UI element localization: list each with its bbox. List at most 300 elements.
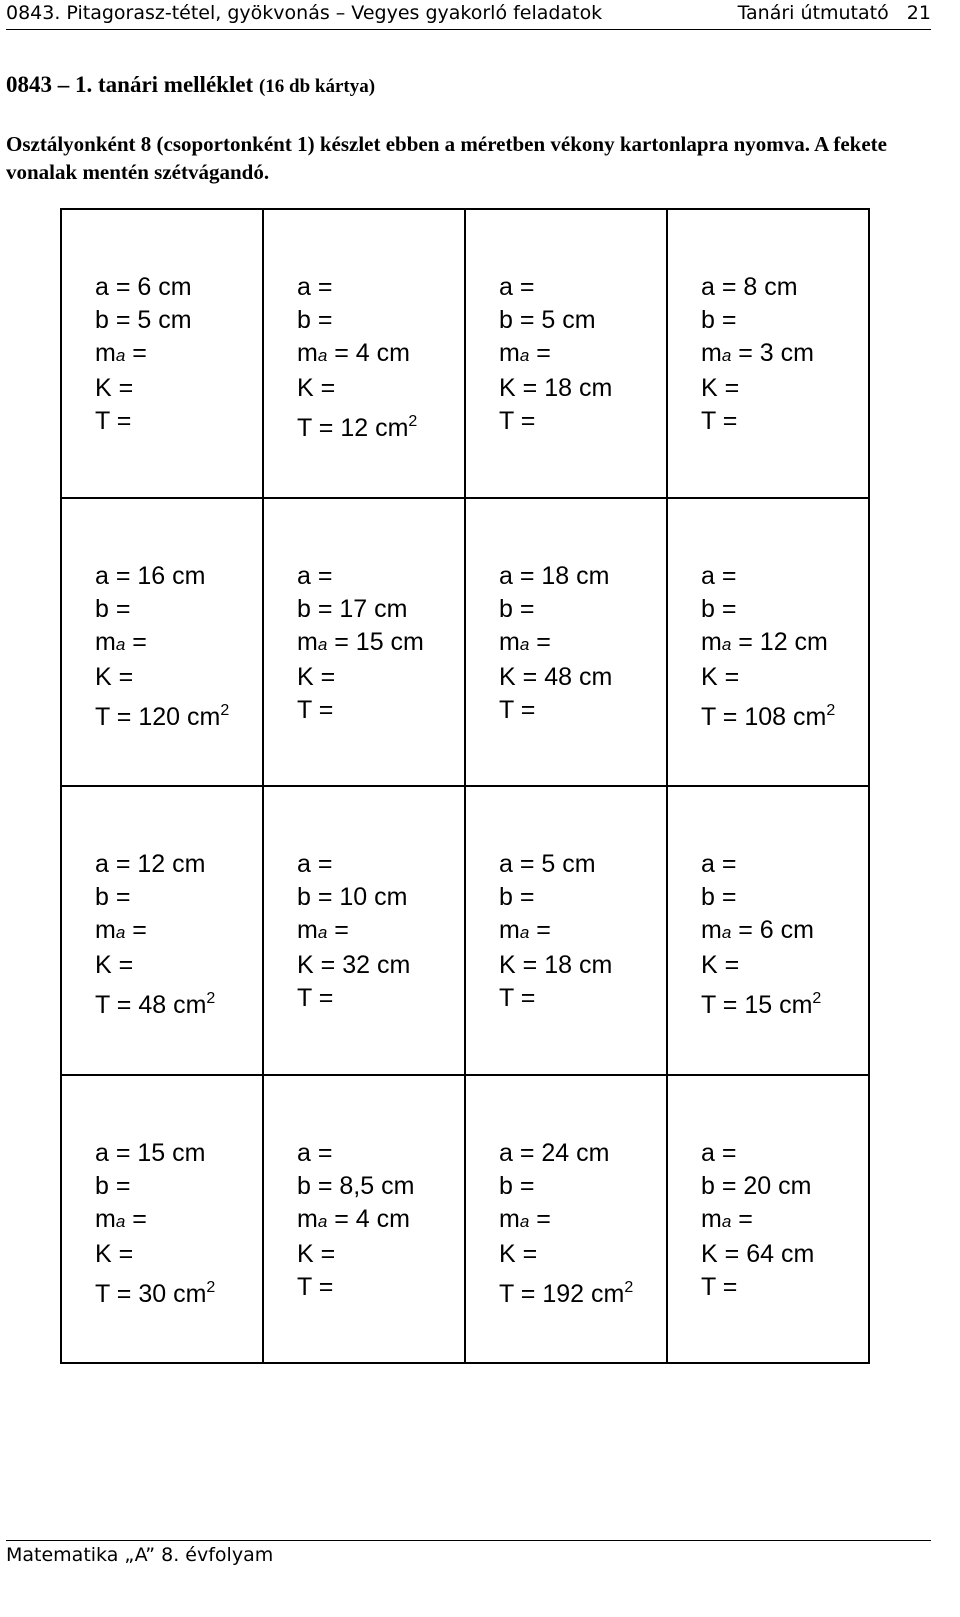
- card-line-b: [297, 881, 464, 914]
- equals-sign: =: [515, 951, 545, 979]
- card-line-b: [701, 1170, 868, 1203]
- equals-sign: =: [731, 627, 760, 656]
- card-line-ma: [297, 1203, 464, 1238]
- card-line-ma: [297, 626, 464, 661]
- variable-label: b: [95, 883, 109, 911]
- equals-sign: =: [717, 662, 747, 691]
- card-line-K: [499, 949, 666, 982]
- equals-sign: =: [108, 561, 138, 590]
- card-value: 108 cm: [744, 702, 827, 731]
- equals-sign: =: [714, 850, 744, 878]
- card-line-b: [297, 1170, 464, 1203]
- card-line-b: [701, 881, 868, 914]
- card-line-T: [701, 405, 868, 438]
- variable-label: K: [95, 951, 112, 979]
- card-line-T: [297, 694, 464, 727]
- equals-sign: =: [715, 1272, 745, 1301]
- card-line-T: [297, 1271, 464, 1304]
- card-line-K: [95, 1238, 262, 1271]
- card: [466, 499, 668, 788]
- card-value: 12 cm: [340, 414, 409, 442]
- equals-sign: =: [715, 407, 745, 435]
- equals-sign: =: [512, 883, 542, 911]
- variable-label: a: [499, 850, 513, 878]
- equals-sign: =: [108, 1138, 138, 1167]
- card-line-a: [297, 560, 464, 593]
- card-line-a: [297, 271, 464, 304]
- card: [466, 1076, 668, 1365]
- variable-label: b: [297, 594, 311, 623]
- card-value: 3 cm: [759, 339, 814, 367]
- card-line-ma: [297, 337, 464, 372]
- equals-sign: =: [111, 374, 141, 402]
- equals-sign: =: [111, 951, 141, 979]
- square-superscript: 2: [812, 990, 822, 1007]
- equals-sign: =: [714, 1138, 744, 1167]
- equals-sign: =: [313, 662, 343, 691]
- card-line-K: [297, 661, 464, 694]
- equals-sign: =: [108, 273, 138, 301]
- card-value: 64 cm: [746, 1239, 815, 1268]
- square-superscript: 2: [408, 413, 418, 430]
- card: [466, 210, 668, 499]
- card-value: 5 cm: [541, 850, 596, 878]
- variable-label: m: [701, 1204, 722, 1233]
- variable-subscript: a: [115, 923, 126, 942]
- equals-sign: =: [311, 695, 341, 724]
- variable-label: K: [297, 1239, 314, 1268]
- card-value: 48 cm: [544, 662, 613, 691]
- equals-sign: =: [512, 594, 542, 623]
- card: [264, 787, 466, 1076]
- variable-label: b: [499, 883, 513, 911]
- equals-sign: =: [515, 662, 545, 691]
- card-line-b: [95, 593, 262, 626]
- card-line-ma: [297, 914, 464, 949]
- card: [466, 787, 668, 1076]
- variable-label: T: [95, 991, 110, 1019]
- square-superscript: 2: [206, 1278, 216, 1296]
- card-line-a: [701, 1137, 868, 1170]
- equals-sign: =: [313, 951, 343, 979]
- variable-label: a: [499, 561, 513, 590]
- variable-label: K: [95, 374, 112, 402]
- card-line-K: [499, 372, 666, 405]
- equals-sign: =: [512, 561, 542, 590]
- equals-sign: =: [108, 594, 138, 623]
- equals-sign: =: [310, 561, 340, 590]
- variable-label: b: [95, 1171, 109, 1200]
- card-value: 4 cm: [355, 339, 410, 367]
- equals-sign: =: [310, 850, 340, 878]
- card-line-ma: [499, 1203, 666, 1238]
- card-line-a: [297, 1137, 464, 1170]
- card: [62, 210, 264, 499]
- variable-subscript: a: [721, 1211, 732, 1231]
- variable-label: b: [297, 1171, 311, 1200]
- equals-sign: =: [108, 1171, 138, 1200]
- card: [264, 210, 466, 499]
- card: [62, 499, 264, 788]
- card-value: 18 cm: [544, 374, 613, 402]
- card-line-ma: [701, 626, 868, 661]
- card-line-b: [297, 304, 464, 337]
- equals-sign: =: [311, 1272, 341, 1301]
- variable-label: K: [499, 374, 516, 402]
- card-line-a: [701, 848, 868, 881]
- card-line-a: [499, 560, 666, 593]
- variable-label: a: [499, 1138, 513, 1167]
- variable-subscript: a: [115, 346, 126, 365]
- header-page-info: Tanári útmutató 21: [737, 2, 931, 24]
- equals-sign: =: [731, 339, 760, 367]
- card-line-T: [701, 694, 868, 734]
- variable-label: K: [499, 951, 516, 979]
- equals-sign: =: [529, 339, 558, 367]
- card-value: 12 cm: [759, 627, 828, 656]
- variable-label: a: [701, 273, 715, 301]
- card-line-a: [499, 1137, 666, 1170]
- equals-sign: =: [109, 1279, 139, 1308]
- variable-label: m: [499, 627, 520, 656]
- equals-sign: =: [125, 1204, 154, 1233]
- variable-label: m: [499, 339, 520, 367]
- variable-subscript: a: [721, 346, 732, 365]
- variable-label: b: [701, 594, 715, 623]
- equals-sign: =: [529, 1204, 558, 1233]
- card-line-ma: [95, 626, 262, 661]
- card-line-b: [499, 304, 666, 337]
- card-line-T: [499, 694, 666, 727]
- variable-label: a: [297, 273, 311, 301]
- card-line-b: [701, 304, 868, 337]
- card-line-T: [95, 982, 262, 1022]
- card: [264, 1076, 466, 1365]
- equals-sign: =: [311, 984, 341, 1012]
- equals-sign: =: [310, 594, 340, 623]
- variable-label: T: [499, 1279, 514, 1308]
- card-line-T: [95, 1271, 262, 1311]
- equals-sign: =: [515, 374, 545, 402]
- card-line-K: [499, 661, 666, 694]
- variable-label: b: [499, 594, 513, 623]
- variable-label: m: [701, 916, 722, 944]
- variable-label: a: [701, 561, 715, 590]
- equals-sign: =: [714, 1171, 744, 1200]
- variable-label: a: [95, 1138, 109, 1167]
- card-value: 15 cm: [355, 627, 424, 656]
- card-value: 15 cm: [744, 991, 813, 1019]
- variable-label: b: [297, 883, 311, 911]
- equals-sign: =: [108, 850, 138, 878]
- variable-label: T: [499, 695, 514, 724]
- card-value: 18 cm: [541, 561, 610, 590]
- title-count: (16 db kártya): [258, 76, 376, 97]
- card-value: 30 cm: [138, 1279, 207, 1308]
- header-title: 0843. Pitagorasz-tétel, gyökvonás – Vegyes gyakorló feladatok: [6, 2, 603, 24]
- variable-subscript: a: [721, 634, 732, 654]
- card: [62, 787, 264, 1076]
- card-value: 18 cm: [544, 951, 613, 979]
- equals-sign: =: [125, 627, 154, 656]
- card-line-b: [95, 1170, 262, 1203]
- variable-subscript: a: [519, 346, 530, 365]
- card-line-ma: [701, 337, 868, 372]
- variable-subscript: a: [115, 1211, 126, 1231]
- equals-sign: =: [717, 951, 747, 979]
- variable-label: T: [95, 407, 110, 435]
- card: [668, 210, 870, 499]
- equals-sign: =: [109, 407, 139, 435]
- variable-label: K: [297, 951, 314, 979]
- card-line-T: [499, 982, 666, 1015]
- card-line-K: [297, 1238, 464, 1271]
- card-line-ma: [95, 337, 262, 372]
- variable-label: T: [499, 407, 514, 435]
- variable-subscript: a: [317, 1211, 328, 1231]
- variable-label: m: [95, 339, 116, 367]
- variable-label: m: [701, 339, 722, 367]
- card-value: 24 cm: [541, 1138, 610, 1167]
- card-line-a: [499, 848, 666, 881]
- variable-label: a: [95, 273, 109, 301]
- card-value: 4 cm: [355, 1204, 410, 1233]
- equals-sign: =: [714, 273, 744, 301]
- variable-subscript: a: [115, 634, 126, 654]
- card-value: 8,5 cm: [339, 1171, 415, 1200]
- variable-label: T: [95, 702, 110, 731]
- card-value: 48 cm: [138, 991, 207, 1019]
- equals-sign: =: [111, 1239, 141, 1268]
- equals-sign: =: [512, 850, 542, 878]
- variable-label: b: [297, 306, 311, 334]
- equals-sign: =: [529, 627, 558, 656]
- card-line-a: [95, 1137, 262, 1170]
- variable-label: a: [297, 850, 311, 878]
- equals-sign: =: [125, 916, 154, 944]
- card-line-T: [95, 694, 262, 734]
- equals-sign: =: [512, 1171, 542, 1200]
- page-header: [6, 0, 931, 30]
- variable-label: K: [701, 1239, 718, 1268]
- card-line-a: [499, 271, 666, 304]
- equals-sign: =: [731, 916, 760, 944]
- square-superscript: 2: [624, 1278, 634, 1296]
- card-value: 6 cm: [137, 273, 192, 301]
- equals-sign: =: [109, 702, 139, 731]
- square-superscript: 2: [826, 701, 836, 719]
- card: [668, 499, 870, 788]
- card-value: 17 cm: [339, 594, 408, 623]
- page-footer: Matematika „A” 8. évfolyam: [6, 1540, 931, 1566]
- card-line-T: [499, 1271, 666, 1311]
- variable-label: m: [701, 627, 722, 656]
- card-line-a: [95, 271, 262, 304]
- variable-label: m: [499, 1204, 520, 1233]
- equals-sign: =: [513, 984, 543, 1012]
- square-superscript: 2: [206, 990, 216, 1007]
- card-line-b: [499, 881, 666, 914]
- card: [668, 787, 870, 1076]
- equals-sign: =: [715, 702, 745, 731]
- variable-label: a: [701, 1138, 715, 1167]
- variable-label: K: [499, 662, 516, 691]
- equals-sign: =: [327, 627, 356, 656]
- variable-label: b: [701, 306, 715, 334]
- equals-sign: =: [125, 339, 154, 367]
- variable-label: a: [701, 850, 715, 878]
- variable-label: K: [297, 662, 314, 691]
- card-grid: [60, 208, 870, 1364]
- card-line-ma: [499, 626, 666, 661]
- card-line-K: [701, 372, 868, 405]
- equals-sign: =: [714, 306, 744, 334]
- variable-label: T: [701, 702, 716, 731]
- card-value: 120 cm: [138, 702, 221, 731]
- equals-sign: =: [310, 883, 340, 911]
- card-line-a: [701, 271, 868, 304]
- variable-label: T: [297, 1272, 312, 1301]
- equals-sign: =: [310, 1171, 340, 1200]
- card-line-K: [701, 1238, 868, 1271]
- equals-sign: =: [714, 883, 744, 911]
- variable-subscript: a: [317, 923, 328, 942]
- card: [62, 1076, 264, 1365]
- card-value: 32 cm: [342, 951, 411, 979]
- card-line-ma: [499, 337, 666, 372]
- card-line-T: [499, 405, 666, 438]
- card-value: 12 cm: [137, 850, 206, 878]
- variable-subscript: a: [317, 346, 328, 365]
- variable-subscript: a: [519, 634, 530, 654]
- equals-sign: =: [108, 306, 138, 334]
- equals-sign: =: [714, 594, 744, 623]
- equals-sign: =: [313, 1239, 343, 1268]
- card-value: 8 cm: [743, 273, 798, 301]
- variable-label: K: [95, 1239, 112, 1268]
- section-title: [6, 72, 375, 98]
- variable-label: K: [701, 374, 718, 402]
- equals-sign: =: [515, 1239, 545, 1268]
- card-line-a: [95, 560, 262, 593]
- card-line-ma: [701, 1203, 868, 1238]
- card-line-T: [701, 1271, 868, 1304]
- variable-label: b: [701, 883, 715, 911]
- variable-label: a: [95, 561, 109, 590]
- card-line-K: [95, 661, 262, 694]
- card-line-b: [95, 881, 262, 914]
- equals-sign: =: [513, 695, 543, 724]
- card-line-K: [701, 949, 868, 982]
- variable-label: b: [499, 1171, 513, 1200]
- card-value: 5 cm: [137, 306, 192, 334]
- equals-sign: =: [512, 1138, 542, 1167]
- variable-label: K: [297, 374, 314, 402]
- card-line-ma: [95, 914, 262, 949]
- equals-sign: =: [310, 273, 340, 301]
- equals-sign: =: [512, 306, 542, 334]
- card: [264, 499, 466, 788]
- variable-label: T: [95, 1279, 110, 1308]
- variable-label: m: [95, 916, 116, 944]
- variable-label: a: [499, 273, 513, 301]
- equals-sign: =: [111, 662, 141, 691]
- card-value: 15 cm: [137, 1138, 206, 1167]
- card-value: 10 cm: [339, 883, 408, 911]
- variable-label: K: [95, 662, 112, 691]
- card-line-b: [95, 304, 262, 337]
- card-line-b: [499, 1170, 666, 1203]
- card-line-K: [95, 949, 262, 982]
- card-line-ma: [95, 1203, 262, 1238]
- card-line-ma: [701, 914, 868, 949]
- variable-label: K: [701, 662, 718, 691]
- equals-sign: =: [512, 273, 542, 301]
- variable-label: m: [499, 916, 520, 944]
- variable-label: m: [297, 627, 318, 656]
- variable-label: K: [499, 1239, 516, 1268]
- card-line-K: [297, 372, 464, 405]
- card-line-K: [297, 949, 464, 982]
- variable-label: m: [297, 916, 318, 944]
- variable-label: a: [95, 850, 109, 878]
- variable-label: m: [95, 1204, 116, 1233]
- variable-label: K: [701, 951, 718, 979]
- card-line-T: [701, 982, 868, 1022]
- variable-label: T: [297, 414, 312, 442]
- variable-label: T: [499, 984, 514, 1012]
- card-line-K: [499, 1238, 666, 1271]
- equals-sign: =: [108, 883, 138, 911]
- equals-sign: =: [513, 1279, 543, 1308]
- card-line-b: [297, 593, 464, 626]
- variable-label: T: [701, 1272, 716, 1301]
- equals-sign: =: [327, 916, 356, 944]
- equals-sign: =: [109, 991, 139, 1019]
- equals-sign: =: [731, 1204, 760, 1233]
- variable-label: m: [297, 339, 318, 367]
- variable-label: b: [499, 306, 513, 334]
- equals-sign: =: [715, 991, 745, 1019]
- card-line-T: [95, 405, 262, 438]
- variable-label: T: [297, 984, 312, 1012]
- variable-subscript: a: [317, 634, 328, 654]
- variable-label: b: [95, 306, 109, 334]
- variable-subscript: a: [519, 1211, 530, 1231]
- square-superscript: 2: [220, 701, 230, 719]
- variable-label: m: [95, 627, 116, 656]
- equals-sign: =: [717, 374, 747, 402]
- card-value: 16 cm: [137, 561, 206, 590]
- card-line-a: [701, 560, 868, 593]
- variable-subscript: a: [519, 923, 530, 942]
- card-line-b: [701, 593, 868, 626]
- card-value: 192 cm: [542, 1279, 625, 1308]
- card-value: 6 cm: [759, 916, 814, 944]
- card-line-ma: [499, 914, 666, 949]
- equals-sign: =: [513, 407, 543, 435]
- variable-label: b: [95, 594, 109, 623]
- equals-sign: =: [311, 414, 341, 442]
- card-line-a: [95, 848, 262, 881]
- card-value: 5 cm: [541, 306, 596, 334]
- card-value: 20 cm: [743, 1171, 812, 1200]
- card-line-K: [701, 661, 868, 694]
- equals-sign: =: [717, 1239, 747, 1268]
- equals-sign: =: [529, 916, 558, 944]
- variable-label: a: [297, 1138, 311, 1167]
- title-main: 0843 – 1. tanári melléklet: [6, 72, 254, 97]
